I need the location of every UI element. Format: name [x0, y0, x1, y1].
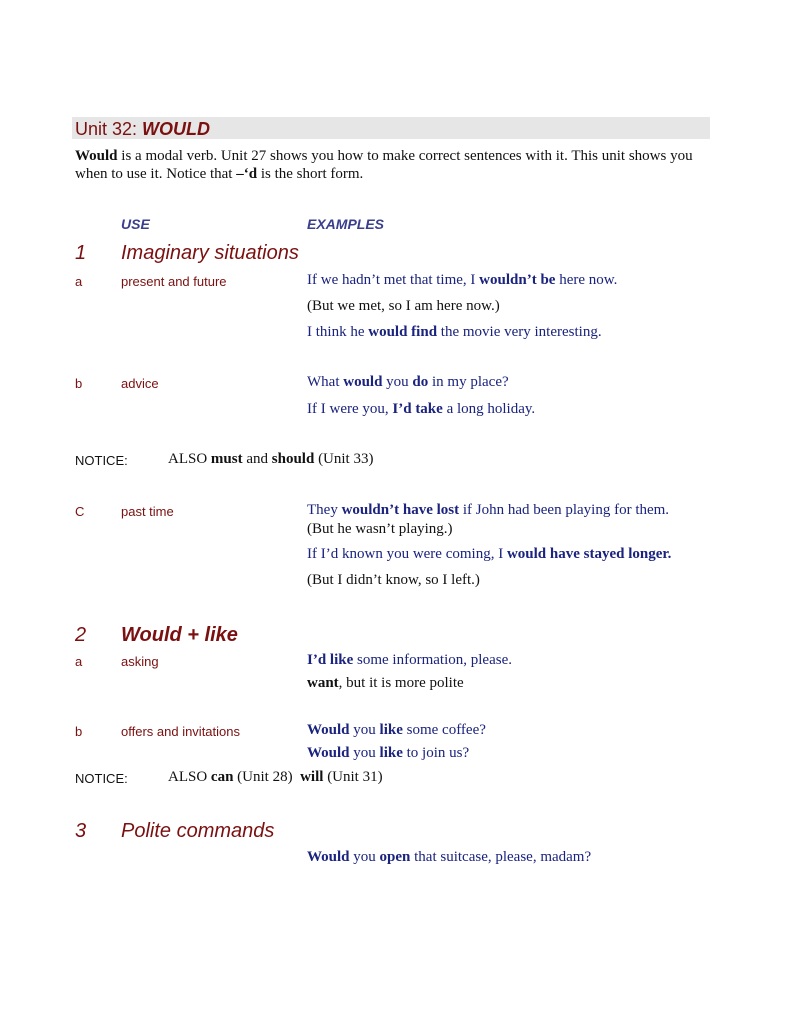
example-12-text-2: some coffee? [402, 722, 486, 738]
example-14-bold-2: open [379, 849, 411, 865]
notice-2-bold-2: will [300, 769, 324, 785]
example-5-bold-1: I’d take [392, 401, 443, 417]
notice-1-label: NOTICE: [75, 453, 128, 468]
example-6-text-2: if John had been playing for them. [459, 502, 670, 518]
example-10-text-1: some information, please. [353, 652, 512, 668]
notice-1-text-2: and [242, 451, 272, 467]
example-4-bold-2: do [412, 374, 429, 390]
example-6-text-1: They [307, 502, 342, 518]
row-c1-use: past time [121, 504, 174, 519]
example-13-bold-2: like [379, 745, 403, 761]
section-3-title: Polite commands [121, 820, 275, 842]
row-a1-use: present and future [121, 274, 227, 289]
example-4-bold-1: would [343, 374, 383, 390]
section-3-number: 3 [75, 820, 87, 842]
example-11-text-1: , but it is more polite [338, 675, 464, 691]
example-13-bold-1: Would [307, 745, 350, 761]
example-2 [307, 298, 500, 315]
example-10-bold-1: I’d like [307, 652, 354, 668]
example-14-text-1: you [349, 849, 380, 865]
row-b2-letter: b [75, 724, 83, 739]
example-1-bold-1: wouldn’t be [479, 272, 556, 288]
example-9 [307, 572, 480, 589]
example-8-bold-1: would have stayed longer. [506, 546, 672, 562]
example-6-bold-1: wouldn’t have lost [341, 502, 460, 518]
example-2-text: (But we met, so I am here now.) [307, 298, 500, 314]
section-1-title: Imaginary situations [121, 242, 299, 264]
example-10 [307, 652, 512, 669]
notice-2-text-3: (Unit 31) [323, 769, 383, 785]
example-5 [307, 401, 535, 418]
example-4-text-1: What [307, 374, 344, 390]
example-8 [307, 546, 671, 563]
row-b1-letter: b [75, 376, 83, 391]
example-5-text-2: a long holiday. [442, 401, 536, 417]
notice-2-bold-1: can [210, 769, 234, 785]
row-b2-use: offers and invitations [121, 724, 240, 739]
notice-1-text [168, 451, 373, 468]
column-header-use: USE [121, 216, 150, 232]
notice-1-bold-2: should [271, 451, 315, 467]
unit-title [75, 118, 210, 140]
row-b1-use: advice [121, 376, 159, 391]
example-12-bold-1: Would [307, 722, 350, 738]
column-header-examples: EXAMPLES [307, 216, 385, 232]
example-3-text-2: the movie very interesting. [437, 324, 602, 340]
example-12-text-1: you [349, 722, 380, 738]
notice-2-text-1: ALSO [168, 769, 211, 785]
notice-2-label: NOTICE: [75, 771, 128, 786]
example-3-bold-1: would find [368, 324, 438, 340]
example-5-text-1: If I were you, [307, 401, 393, 417]
example-12-bold-2: like [379, 722, 403, 738]
intro-text-1: is a modal verb. Unit 27 shows you how to make correct sentences with it. This unit shows you when to use it. Notice that [75, 148, 693, 182]
section-2-title: Would + like [121, 624, 238, 646]
row-a1-letter: a [75, 274, 83, 289]
intro-bold-short-form: –‘d [236, 166, 258, 182]
row-a2-use: asking [121, 654, 159, 669]
notice-1-text-3: (Unit 33) [314, 451, 374, 467]
intro-paragraph [75, 147, 705, 183]
example-9-text: (But I didn’t know, so I left.) [307, 572, 480, 588]
example-14-text-2: that suitcase, please, madam? [410, 849, 592, 865]
example-6 [307, 502, 669, 519]
unit-title-prefix: Unit 32: [75, 119, 143, 139]
example-7-text: (But he wasn’t playing.) [307, 521, 453, 537]
unit-title-word: WOULD [142, 119, 211, 139]
example-1-text-1: If we hadn’t met that time, I [307, 272, 480, 288]
example-1 [307, 272, 617, 289]
notice-2-text-2: (Unit 28) [233, 769, 301, 785]
notice-2-text [168, 769, 383, 786]
notice-1-bold-1: must [210, 451, 243, 467]
example-3-text-1: I think he [307, 324, 369, 340]
intro-bold-would: Would [75, 148, 118, 164]
example-4-text-3: in my place? [428, 374, 509, 390]
example-7 [307, 521, 453, 538]
example-13-text-2: to join us? [402, 745, 470, 761]
example-4 [307, 374, 509, 391]
example-12 [307, 722, 486, 739]
example-3 [307, 324, 602, 341]
example-13-text-1: you [349, 745, 380, 761]
example-13 [307, 745, 469, 762]
section-2-number: 2 [75, 624, 87, 646]
example-14-bold-1: Would [307, 849, 350, 865]
row-a2-letter: a [75, 654, 83, 669]
example-11 [307, 675, 464, 692]
intro-text-2: is the short form. [257, 166, 364, 182]
example-4-text-2: you [382, 374, 413, 390]
example-1-text-2: here now. [555, 272, 618, 288]
section-1-number: 1 [75, 242, 87, 264]
notice-1-text-1: ALSO [168, 451, 211, 467]
example-14 [307, 849, 591, 866]
example-11-bold-1: want [307, 675, 339, 691]
example-8-text-1: If I’d known you were coming, I [307, 546, 507, 562]
row-c1-letter: C [75, 504, 85, 519]
